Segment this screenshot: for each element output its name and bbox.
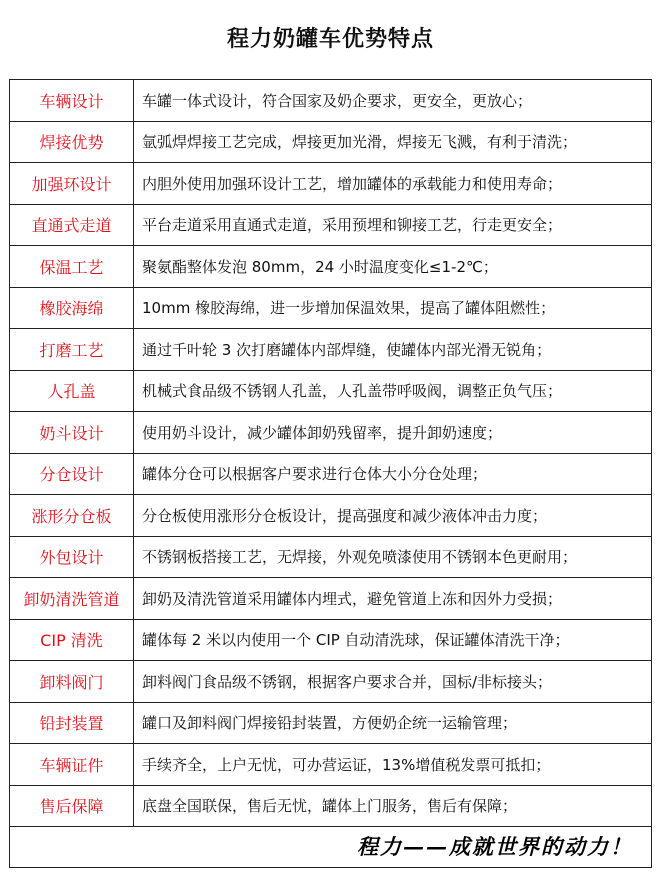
table-row [10,744,651,786]
feature-label: 人孔盖 [10,371,134,412]
feature-label: 直通式走道 [10,205,134,246]
feature-description: 聚氨酯整体发泡 80mm，24 小时温度变化≤1-2℃； [142,257,498,276]
features-table [9,79,652,868]
table-row [10,620,651,662]
table-row [10,122,651,164]
table-row [10,80,651,122]
table-row [10,703,651,745]
feature-description: 通过千叶轮 3 次打磨罐体内部焊缝，使罐体内部光滑无锐角； [142,340,552,359]
table-row [10,495,651,537]
feature-label: 打磨工艺 [10,329,134,370]
feature-description: 分仓板使用涨形分仓板设计，提高强度和减少液体冲击力度； [142,506,548,525]
feature-label: 外包设计 [10,537,134,578]
feature-description: 卸奶及清洗管道采用罐体内埋式，避免管道上冻和因外力受损； [142,589,563,608]
feature-description: 使用奶斗设计，减少罐体卸奶残留率，提升卸奶速度； [142,423,503,442]
feature-label: 奶斗设计 [10,412,134,453]
feature-description: 罐体每 2 米以内使用一个 CIP 自动清洗球，保证罐体清洗干净； [142,631,570,650]
feature-label: 保温工艺 [10,246,134,287]
feature-description: 10mm 橡胶海绵，进一步增加保温效果，提高了罐体阻燃性； [142,299,556,318]
feature-label: 卸料阀门 [10,661,134,702]
feature-description: 内胆外使用加强环设计工艺，增加罐体的承载能力和使用寿命； [142,174,563,193]
table-row [10,454,651,496]
table-row [10,661,651,703]
table-row [10,246,651,288]
feature-label: 焊接优势 [10,122,134,163]
feature-description: 车罐一体式设计，符合国家及奶企要求，更安全，更放心； [142,91,533,110]
feature-label: 铅封装置 [10,703,134,744]
table-row [10,371,651,413]
table-row [10,786,651,828]
feature-label: 分仓设计 [10,454,134,495]
feature-label: 卸奶清洗管道 [10,578,134,619]
feature-label: 橡胶海绵 [10,288,134,329]
feature-label: 加强环设计 [10,163,134,204]
feature-description: 氩弧焊焊接工艺完成，焊接更加光滑，焊接无飞溅，有利于清洗； [142,133,578,152]
feature-description: 手续齐全，上户无忧，可办营运证，13%增值税发票可抵扣； [142,755,551,774]
table-row [10,288,651,330]
feature-description: 平台走道采用直通式走道，采用预埋和铆接工艺，行走更安全； [142,216,563,235]
feature-description: 卸料阀门食品级不锈钢，根据客户要求合并，国标/非标接头； [142,672,553,691]
feature-description: 底盘全国联保，售后无忧，罐体上门服务，售后有保障； [142,797,518,816]
feature-description: 机械式食品级不锈钢人孔盖，人孔盖带呼吸阀，调整正负气压； [142,382,563,401]
table-row [10,537,651,579]
table-row [10,329,651,371]
table-row [10,412,651,454]
slogan: 程力——成就世界的动力！ [357,834,633,859]
feature-label: 涨形分仓板 [10,495,134,536]
table-row [10,578,651,620]
feature-description: 罐口及卸料阀门焊接铅封装置，方便奶企统一运输管理； [142,714,518,733]
feature-label: 售后保障 [10,786,134,827]
table-row [10,205,651,247]
feature-description: 罐体分仓可以根据客户要求进行仓体大小分仓处理； [142,465,488,484]
table-row [10,163,651,205]
page-title: 程力奶罐车优势特点 [226,27,434,52]
feature-description: 不锈钢板搭接工艺，无焊接，外观免喷漆使用不锈钢本色更耐用； [142,548,578,567]
feature-label: CIP 清洗 [10,620,134,661]
feature-label: 车辆证件 [10,744,134,785]
slogan-row [10,825,651,867]
feature-label: 车辆设计 [10,80,134,121]
